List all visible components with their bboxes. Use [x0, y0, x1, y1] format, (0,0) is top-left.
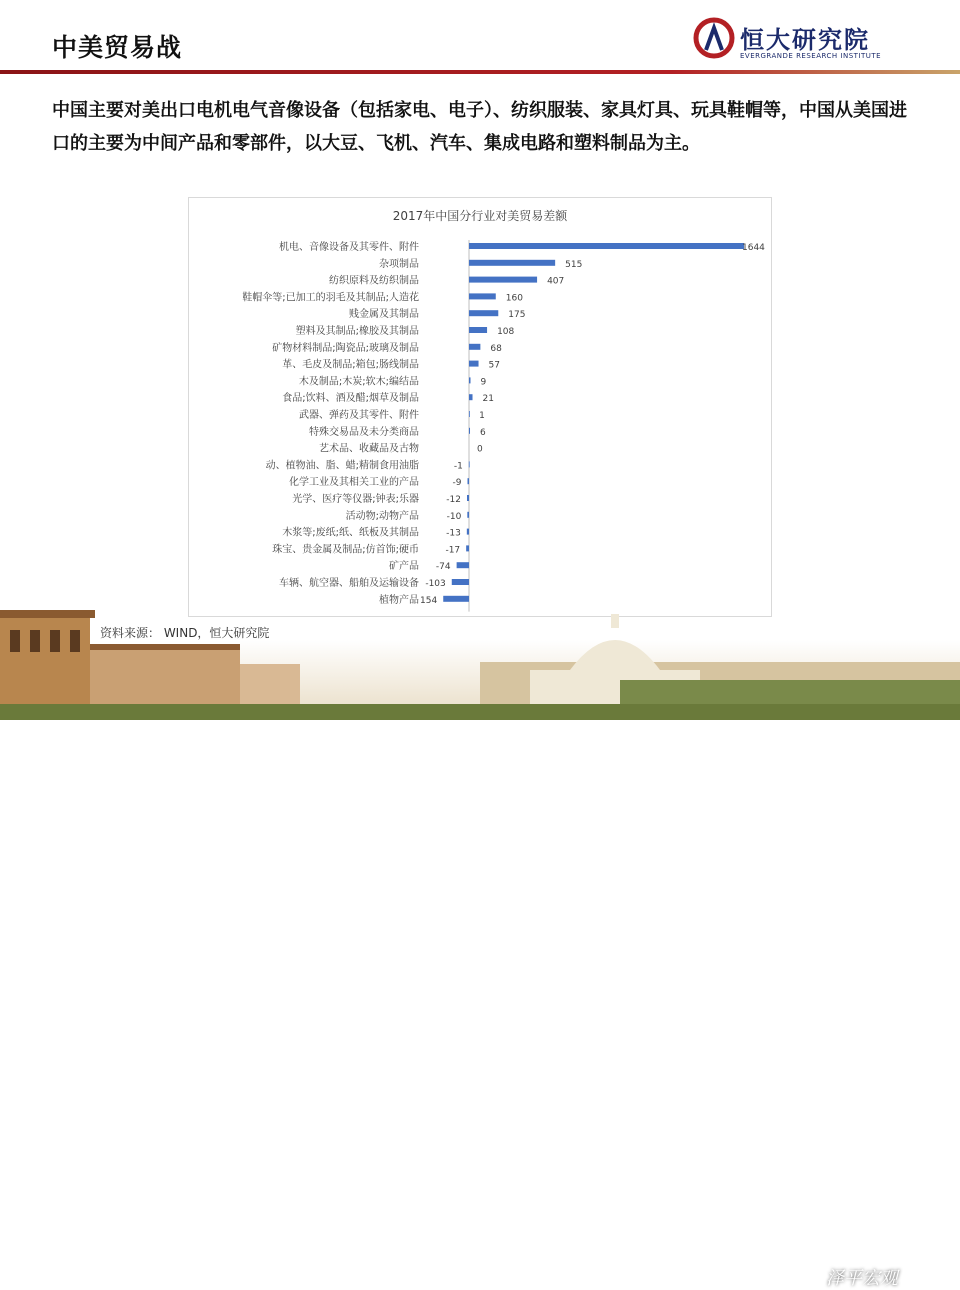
- bar: [469, 411, 470, 417]
- category-label: 革、毛皮及制品;箱包;肠线制品: [282, 359, 419, 371]
- logo-name-cn: 恒大研究院: [740, 26, 870, 54]
- bar: [457, 562, 469, 568]
- bar: [469, 461, 470, 467]
- category-label: 纺织原料及纺织制品: [329, 275, 419, 287]
- category-label: 矿物材料制品;陶瓷品;玻璃及制品: [272, 342, 419, 354]
- bar: [469, 243, 744, 249]
- data-label: 6: [480, 427, 486, 438]
- bar: [467, 529, 469, 535]
- bar: [466, 545, 469, 551]
- category-label: 活动物;动物产品: [345, 510, 419, 522]
- bar: [467, 512, 469, 518]
- category-label: 木及制品;木炭;软木;编结品: [298, 376, 419, 388]
- data-label: 108: [497, 327, 515, 337]
- bar: [467, 495, 469, 501]
- data-label: 0: [477, 444, 483, 455]
- category-label: 鞋帽伞等;已加工的羽毛及其制品;人造花: [242, 292, 419, 304]
- category-label: 艺术品、收藏品及古物: [319, 443, 419, 455]
- bar: [469, 361, 479, 367]
- bar: [469, 260, 555, 266]
- source-note: 资料来源： WIND，恒大研究院: [100, 626, 270, 640]
- category-label: 化学工业及其相关工业的产品: [289, 477, 419, 489]
- chart-frame: [188, 197, 772, 617]
- bar: [452, 579, 469, 585]
- category-label: 车辆、航空器、船舶及运输设备: [279, 578, 419, 589]
- logo: [692, 14, 902, 64]
- data-label: 1644: [742, 243, 765, 253]
- data-label: 515: [565, 259, 583, 270]
- data-label: 160: [505, 293, 523, 304]
- data-label: 407: [547, 276, 565, 287]
- data-label: -9: [452, 478, 462, 489]
- category-label: 杂项制品: [379, 258, 419, 270]
- header-bar: [0, 0, 960, 74]
- data-label: -1: [453, 461, 463, 472]
- bar: [469, 277, 537, 283]
- category-label: 动、植物油、脂、蜡;精制食用油脂: [265, 460, 419, 472]
- category-label: 机电、音像设备及其零件、附件: [279, 242, 419, 253]
- category-label: 植物产品: [379, 594, 419, 606]
- bar: [469, 293, 496, 299]
- data-label: -10: [446, 511, 462, 522]
- data-label: -74: [435, 562, 451, 573]
- data-label: 21: [482, 394, 494, 405]
- bar: [469, 394, 473, 400]
- bar: [469, 327, 487, 333]
- category-label: 塑料及其制品;橡胶及其制品: [295, 326, 419, 337]
- category-label: 光学、医疗等仪器;钟表;乐器: [292, 494, 419, 505]
- data-label: 57: [488, 360, 500, 371]
- data-label: 154: [420, 595, 438, 606]
- bar: [469, 377, 471, 383]
- category-label: 木浆等;废纸;纸、纸板及其制品: [282, 527, 419, 539]
- category-label: 珠宝、贵金属及制品;仿首饰;硬币: [272, 544, 419, 556]
- footer-building-illustration: [0, 600, 960, 720]
- data-label: 68: [490, 343, 502, 354]
- bar: [469, 428, 470, 434]
- bar: [469, 310, 498, 316]
- category-label: 食品;饮料、酒及醋;烟草及制品: [282, 393, 419, 405]
- data-label: -103: [425, 579, 446, 589]
- footer-decoration: [0, 600, 960, 1289]
- category-label: 武器、弹药及其零件、附件: [299, 410, 419, 421]
- bar-chart: [189, 198, 771, 616]
- bar: [467, 478, 469, 484]
- watermark: 泽平宏观: [826, 1268, 898, 1289]
- chart-title: 2017年中国分行业对美贸易差额: [392, 209, 568, 223]
- body-paragraph: 中国主要对美出口电机电气音像设备（包括家电、电子）、纺织服装、家具灯具、玩具鞋帽等，中国从美国进口的主要为中间产品和零部件，以大豆、飞机、汽车、集成电路和塑料制品为主。: [52, 100, 907, 154]
- logo-mark-icon: [692, 16, 736, 60]
- data-label: -13: [446, 528, 461, 539]
- header-rule: [0, 70, 960, 74]
- wechat-icon: [796, 1264, 820, 1286]
- data-label: 9: [480, 377, 487, 388]
- data-label: -17: [445, 545, 461, 556]
- data-label: 1: [479, 411, 485, 421]
- category-label: 贱金属及其制品: [349, 309, 419, 321]
- category-label: 特殊交易品及未分类商品: [309, 426, 419, 438]
- category-label: 矿产品: [389, 561, 419, 573]
- page-title: 中美贸易战: [52, 33, 183, 62]
- data-label: 175: [508, 310, 526, 321]
- bar: [469, 344, 480, 350]
- logo-name-en: EVERGRANDE RESEARCH INSTITUTE: [740, 52, 882, 60]
- data-label: -12: [446, 495, 461, 505]
